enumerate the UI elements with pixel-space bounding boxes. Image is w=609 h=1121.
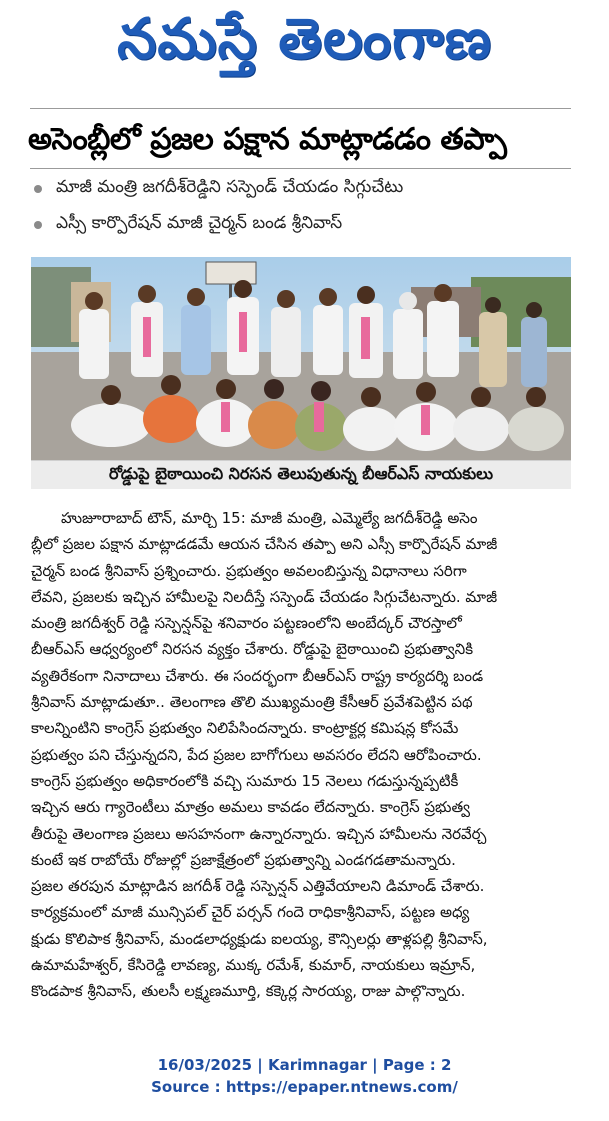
subhead-text: ఎస్సీ కార్పొరేషన్ మాజీ చైర్మన్ బండ శ్రీనివాస్ [56,213,343,233]
body-line: ఉమామహేశ్వర్, కేసిరెడ్డి లావణ్య, ముక్క రమేశ్, కుమార్, నాయకులు ఇమ్రాన్, [31,956,476,975]
subhead-bullet-1 [34,176,574,202]
body-line: వ్యతిరేకంగా నినాదాలు చేశారు. ఈ సందర్భంగా బీఆర్ఎస్ రాష్ట్ర కార్యదర్శి బండ [31,666,484,685]
protest-photo-illustration [31,257,571,460]
masthead [0,0,609,92]
body-line: ఇచ్చిన ఆరు గ్యారెంటీలు మాత్రం అమలు కావడం లేదన్నారు. కాంగ్రెస్ ప్రభుత్వ [31,798,470,817]
body-line: కొండపాక శ్రీనివాస్, తులసీ లక్ష్మణమూర్తి, కక్కెర్ల సారయ్య, రాజు పాల్గొన్నారు. [31,982,466,1001]
body-line: తీరుపై తెలంగాణ ప్రజలు అసహనంగా ఉన్నారన్నారు. ఇచ్చిన హామీలను నెరవేర్చ [31,824,487,843]
body-line: బ్లీలో ప్రజల పక్షాన మాట్లాడడమే ఆయన చేసిన తప్పా అని ఎస్సీ కార్పొరేషన్ మాజీ [31,535,498,554]
body-line: లేవని, ప్రజలకు ఇచ్చిన హామీలపై నిలదీస్తే సస్పెండ్ చేయడం సిగ్గుచేటన్నారు. మాజీ [31,587,498,606]
article-body [31,505,573,1005]
masthead-title: నమస్తే తెలంగాణ [117,6,492,72]
source-link[interactable]: Source : https://epaper.ntnews.com/ [151,1078,458,1096]
bullet-dot-icon [34,221,42,229]
edition-info: 16/03/2025 | Karimnagar | Page : 2 [157,1056,452,1074]
headline-top-divider [30,108,571,109]
body-line: బీఆర్ఎస్ ఆధ్వర్యంలో నిరసన వ్యక్తం చేశారు. రోడ్డుపై బైఠాయించి ప్రభుత్వానికి [31,640,474,659]
bullet-dot-icon [34,185,42,193]
subhead-text: మాజీ మంత్రి జగదీశ్‌రెడ్డిని సస్పెండ్ చేయడం సిగ్గుచేటు [56,177,404,197]
photo-caption: రోడ్డుపై బైఠాయించి నిరసన తెలుపుతున్న బీఆర్ఎస్ నాయకులు [31,460,571,489]
body-line: చైర్మన్ బండ శ్రీనివాస్ ప్రశ్నించారు. ప్రభుత్వం అవలంబిస్తున్న విధానాలు సరిగా [31,561,467,580]
body-line: క్షుడు కొలిపాక శ్రీనివాస్, మండలాధ్యక్షుడు ఐలయ్య, కౌన్సిలర్లు తాళ్లపల్లి శ్రీనివాస్, [31,929,488,948]
body-line: మంత్రి జగదీశ్వర్ రెడ్డి సస్పెన్షన్‌పై శనివారం పట్టణంలోని అంబేద్కర్ చౌరస్తాలో [31,614,462,633]
body-line: ప్రభుత్వం పని చేస్తున్నదని, పేద ప్రజల బాగోగులు అవసరం లేదని ఆరోపించారు. [31,745,482,764]
headline-bottom-divider [30,168,571,169]
body-line: శ్రీనివాస్ మాట్లాడుతూ.. తెలంగాణ తొలి ముఖ్యమంత్రి కేసీఆర్ ప్రవేశపెట్టిన పథ [31,693,473,712]
body-line: ప్రజల తరపున మాట్లాడిన జగదీశ్ రెడ్డి సస్పెన్షన్ ఎత్తివేయాలని డిమాండ్ చేశారు. [31,877,485,896]
body-line: కాంగ్రెస్ ప్రభుత్వం అధికారంలోకి వచ్చి సుమారు 15 నెలలు గడుస్తున్నప్పటికీ [31,771,459,790]
body-line: కాలన్నింటిని కాంగ్రెస్ ప్రభుత్వం నిలిపేసిందన్నారు. కాంట్రాక్టర్ల కమిషన్ల కోసమే [31,719,459,738]
body-line: హుజూరాబాద్ టౌన్, మార్చి 15: మాజీ మంత్రి, ఎమ్మెల్యే జగదీశ్‌రెడ్డి అసెం [61,509,478,527]
page-footer [0,1054,609,1098]
news-photo [31,257,571,460]
body-line: కార్యక్రమంలో మాజీ మున్సిపల్ చైర్ పర్సన్ గందె రాధికాశ్రీనివాస్, పట్టణ అధ్య [31,903,470,922]
subhead-bullet-2 [34,212,574,238]
article-headline: అసెంబ్లీలో ప్రజల పక్షాన మాట్లాడడం తప్పా [28,122,507,157]
body-line: కుంటే ఇక రాబోయే రోజుల్లో ప్రజాక్షేత్రంలో ప్రభుత్వాన్ని ఎండగడతామన్నారు. [31,850,456,869]
